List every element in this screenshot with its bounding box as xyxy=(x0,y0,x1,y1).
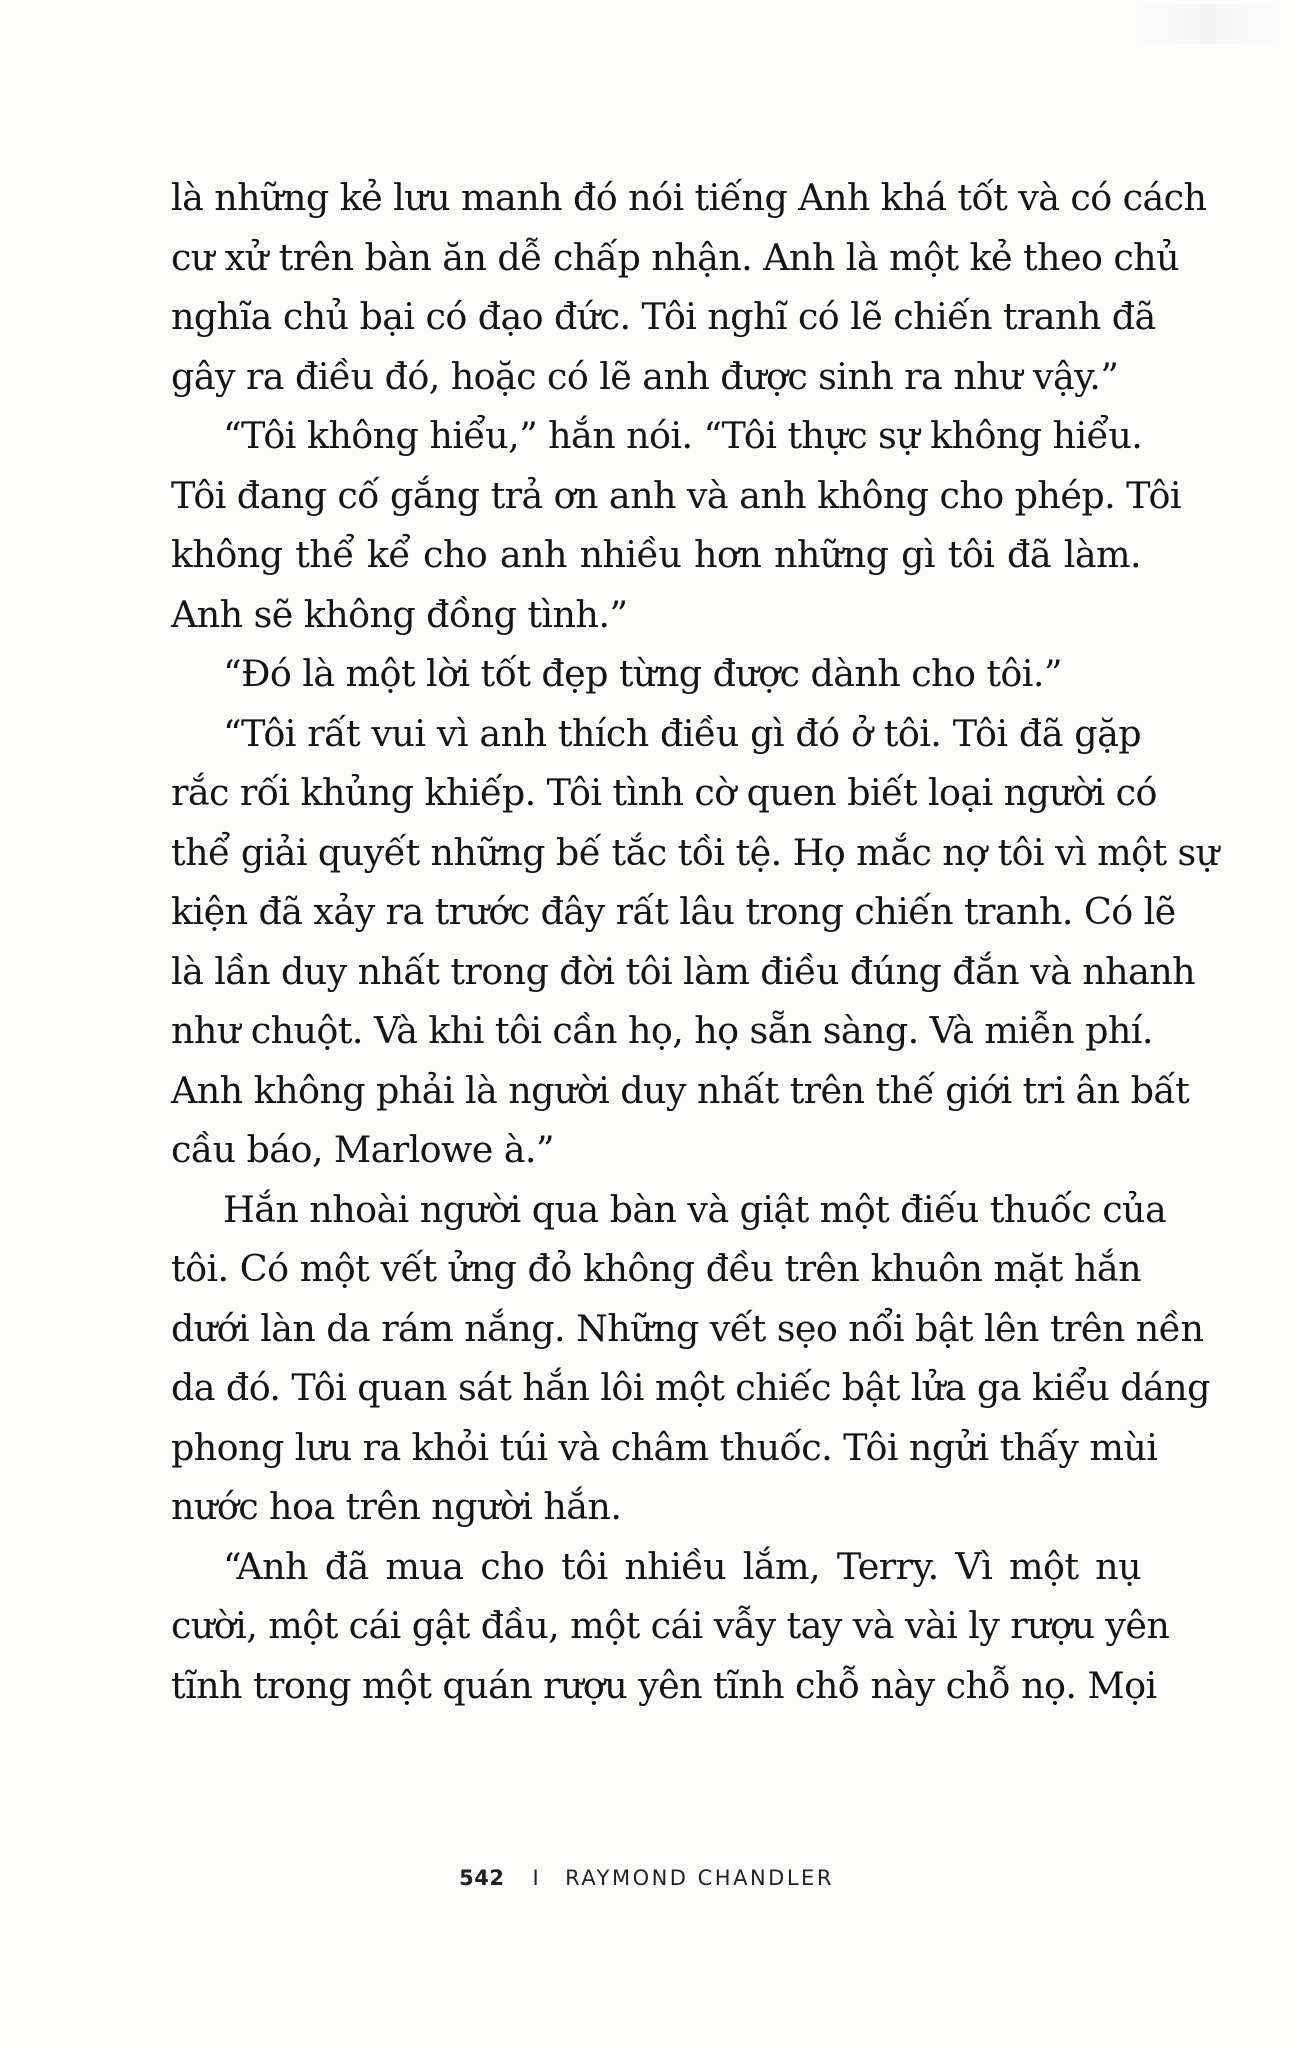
page-footer xyxy=(0,1866,1293,1890)
text-line: là những kẻ lưu manh đó nói tiếng Anh khá tốt và có cách xyxy=(171,176,1207,219)
text-line: kiện đã xảy ra trước đây rất lâu trong chiến tranh. Có lẽ xyxy=(171,890,1176,933)
text-line: “Anh đã mua cho tôi nhiều lắm, Terry. Vì một nụ xyxy=(223,1544,1141,1588)
text-line: cười, một cái gật đầu, một cái vẫy tay và vài ly rượu yên xyxy=(171,1604,1170,1647)
text-line: “Đó là một lời tốt đẹp từng được dành cho tôi.” xyxy=(223,652,1062,695)
text-line: rắc rối khủng khiếp. Tôi tình cờ quen biết loại người có xyxy=(171,771,1157,814)
text-line: “Tôi rất vui vì anh thích điều gì đó ở tôi. Tôi đã gặp xyxy=(223,711,1141,755)
text-line: Hắn nhoài người qua bàn và giật một điếu thuốc của xyxy=(223,1187,1167,1231)
text-line: thể giải quyết những bế tắc tồi tệ. Họ mắc nợ tôi vì một sự xyxy=(171,830,1219,874)
text-line: Anh sẽ không đồng tình.” xyxy=(171,592,628,636)
text-line: cư xử trên bàn ăn dễ chấp nhận. Anh là một kẻ theo chủ xyxy=(171,235,1179,279)
text-line: Anh không phải là người duy nhất trên thế giới tri ân bất xyxy=(171,1068,1190,1112)
author-name: RAYMOND CHANDLER xyxy=(565,1866,834,1890)
bleed-through-shadow xyxy=(1133,4,1283,44)
text-line: da đó. Tôi quan sát hắn lôi một chiếc bật lửa ga kiểu dáng xyxy=(171,1366,1210,1409)
text-line: tĩnh trong một quán rượu yên tĩnh chỗ này chỗ nọ. Mọi xyxy=(171,1663,1157,1707)
footer-separator: I xyxy=(532,1866,542,1890)
text-line: Tôi đang cố gắng trả ơn anh và anh không cho phép. Tôi xyxy=(171,473,1181,517)
text-line: nghĩa chủ bại có đạo đức. Tôi nghĩ có lẽ chiến tranh đã xyxy=(171,295,1156,338)
body-text xyxy=(171,168,1219,1715)
text-line: dưới làn da rám nắng. Những vết sẹo nổi bật lên trên nền xyxy=(171,1306,1204,1350)
text-line: không thể kể cho anh nhiều hơn những gì tôi đã làm. xyxy=(171,533,1141,576)
text-line: như chuột. Và khi tôi cần họ, họ sẵn sàng. Và miễn phí. xyxy=(171,1009,1153,1052)
text-line: là lần duy nhất trong đời tôi làm điều đúng đắn và nhanh xyxy=(171,949,1196,993)
text-line: cầu báo, Marlowe à.” xyxy=(171,1128,554,1171)
text-line: nước hoa trên người hắn. xyxy=(171,1485,622,1528)
text-line: tôi. Có một vết ửng đỏ không đều trên khuôn mặt hắn xyxy=(171,1247,1141,1290)
text-line: phong lưu ra khỏi túi và châm thuốc. Tôi ngửi thấy mùi xyxy=(171,1425,1158,1469)
text-line: gây ra điều đó, hoặc có lẽ anh được sinh ra như vậy.” xyxy=(171,354,1119,398)
page-number: 542 xyxy=(459,1866,505,1890)
text-line: “Tôi không hiểu,” hắn nói. “Tôi thực sự không hiểu. xyxy=(223,414,1143,457)
